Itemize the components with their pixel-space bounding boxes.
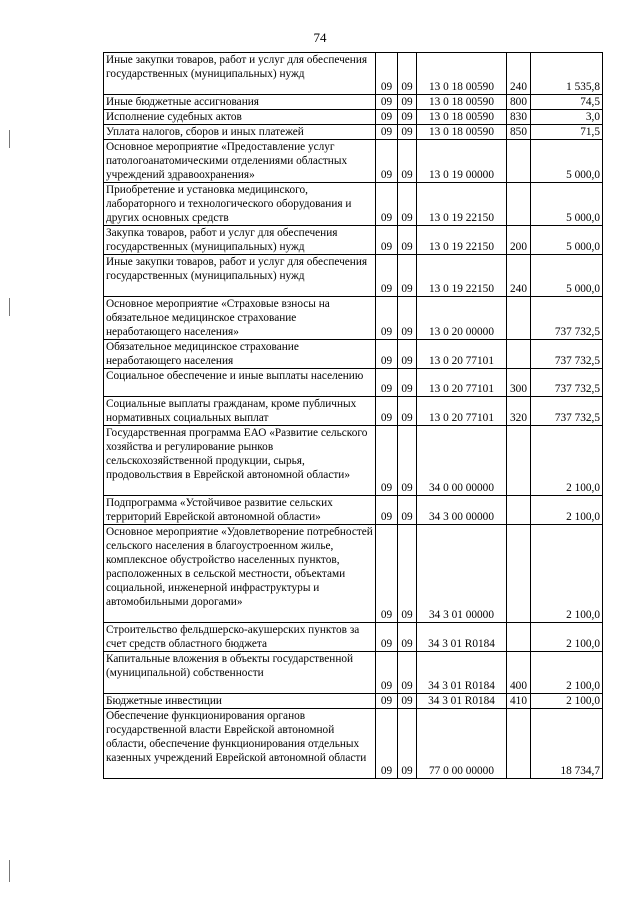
subsection-code: 09 [401,609,413,621]
target-article-code: 34 3 01 00000 [429,609,494,621]
expense-type-code-cell [507,255,531,297]
target-article-code-cell [417,369,507,397]
subsection-code: 09 [401,412,413,424]
item-name-cell [104,53,376,95]
subsection-code-cell [398,183,417,226]
subsection-code-cell [398,623,417,652]
subsection-code: 09 [401,680,413,692]
expense-type-code-cell [507,340,531,369]
section-code-cell [376,53,398,95]
section-code: 09 [380,680,393,692]
expense-type-code-cell [507,397,531,426]
section-code-cell [376,110,398,125]
subsection-code: 09 [401,765,413,777]
target-article-code: 13 0 18 00590 [429,81,494,93]
target-article-code-cell [417,426,507,496]
table-row [104,525,603,623]
section-code: 09 [380,81,393,93]
table-body [104,53,603,779]
subsection-code-cell [398,140,417,183]
amount-cell [531,694,603,709]
subsection-code: 09 [401,511,413,523]
section-code-cell [376,183,398,226]
subsection-code: 09 [401,482,413,494]
section-code-cell [376,652,398,694]
table-row [104,53,603,95]
amount: 3,0 [585,111,600,123]
amount-cell [531,140,603,183]
amount-cell [531,297,603,340]
target-article-code-cell [417,694,507,709]
subsection-code-cell [398,525,417,623]
subsection-code-cell [398,369,417,397]
target-article-code: 34 3 01 R0184 [428,638,495,650]
item-name-cell [104,369,376,397]
table-row [104,426,603,496]
expense-type-code-cell [507,125,531,140]
margin-mark [9,298,10,316]
expense-type-code-cell [507,369,531,397]
target-article-code-cell [417,397,507,426]
section-code-cell [376,623,398,652]
amount-cell [531,652,603,694]
amount-cell [531,369,603,397]
amount-cell [531,110,603,125]
amount: 737 732,5 [554,383,600,395]
amount: 5 000,0 [566,283,600,295]
expense-type-code-cell [507,226,531,255]
section-code-cell [376,397,398,426]
amount: 737 732,5 [554,326,600,338]
expense-type-code-cell [507,53,531,95]
item-name: Социальные выплаты гражданам, кроме публичных нормативных социальных выплат [106,398,357,424]
expense-type-code: 830 [510,111,527,123]
expense-type-code: 240 [510,283,527,295]
item-name-cell [104,694,376,709]
expense-type-code-cell [507,652,531,694]
section-code: 09 [380,111,393,123]
subsection-code: 09 [401,326,413,338]
target-article-code: 13 0 18 00590 [429,126,494,138]
amount-cell [531,397,603,426]
item-name-cell [104,525,376,623]
section-code: 09 [380,482,393,494]
section-code: 09 [380,241,393,253]
subsection-code: 09 [401,695,413,707]
section-code-cell [376,95,398,110]
amount-cell [531,183,603,226]
subsection-code: 09 [401,81,413,93]
amount: 737 732,5 [554,355,600,367]
table-row [104,297,603,340]
target-article-code: 34 3 01 R0184 [428,695,495,707]
subsection-code: 09 [401,212,413,224]
table-row [104,496,603,525]
section-code: 09 [380,96,393,108]
amount-cell [531,226,603,255]
subsection-code-cell [398,297,417,340]
target-article-code-cell [417,183,507,226]
table-row [104,397,603,426]
expense-type-code: 850 [510,126,527,138]
expense-type-code: 320 [510,412,527,424]
item-name-cell [104,397,376,426]
subsection-code: 09 [401,169,413,181]
subsection-code: 09 [401,96,413,108]
amount: 2 100,0 [566,638,600,650]
section-code: 09 [380,126,393,138]
section-code-cell [376,226,398,255]
item-name: Уплата налогов, сборов и иных платежей [106,126,304,138]
subsection-code-cell [398,110,417,125]
subsection-code-cell [398,340,417,369]
subsection-code-cell [398,125,417,140]
amount: 5 000,0 [566,241,600,253]
item-name-cell [104,140,376,183]
target-article-code: 13 0 19 22150 [429,241,494,253]
item-name-cell [104,496,376,525]
expense-type-code: 800 [510,96,527,108]
section-code-cell [376,297,398,340]
item-name-cell [104,125,376,140]
target-article-code: 13 0 18 00590 [429,111,494,123]
subsection-code-cell [398,95,417,110]
amount: 18 734,7 [560,765,600,777]
expense-type-code-cell [507,110,531,125]
section-code: 09 [380,169,393,181]
item-name: Обеспечение функционирования органов государственной власти Еврейской автономной области, обеспечение функционирования отдельных казенных учреждений Еврейской автономной области [106,710,367,764]
expense-type-code-cell [507,525,531,623]
section-code: 09 [380,326,393,338]
item-name: Капитальные вложения в объекты государственной (муниципальной) собственности [106,653,354,679]
item-name: Государственная программа ЕАО «Развитие сельского хозяйства и регулирование рынков сельскохозяйственной продукции, сырья, продовольствия в Еврейской автономной области» [106,427,368,481]
subsection-code-cell [398,426,417,496]
item-name: Бюджетные инвестиции [106,695,222,707]
amount: 1 535,8 [566,81,600,93]
section-code-cell [376,369,398,397]
expense-type-code-cell [507,426,531,496]
subsection-code: 09 [401,638,413,650]
table-row [104,623,603,652]
amount-cell [531,53,603,95]
target-article-code: 13 0 18 00590 [429,96,494,108]
expense-type-code-cell [507,140,531,183]
subsection-code-cell [398,255,417,297]
table-row [104,95,603,110]
expense-type-code-cell [507,95,531,110]
target-article-code-cell [417,623,507,652]
amount: 737 732,5 [554,412,600,424]
item-name: Основное мероприятие «Предоставление услуг патологоанатомическими отделениями областных учреждений здравоохранения» [106,141,348,181]
section-code-cell [376,340,398,369]
section-code: 09 [380,695,393,707]
amount: 74,5 [580,96,600,108]
item-name: Закупка товаров, работ и услуг для обеспечения государственных (муниципальных) нужд [106,227,338,253]
target-article-code: 77 0 00 00000 [429,765,494,777]
table-row [104,652,603,694]
target-article-code: 13 0 20 77101 [429,412,494,424]
item-name: Иные закупки товаров, работ и услуг для обеспечения государственных (муниципальных) нужд [106,256,368,282]
subsection-code: 09 [401,126,413,138]
section-code: 09 [380,383,393,395]
amount-cell [531,426,603,496]
expense-type-code-cell [507,183,531,226]
table-row [104,255,603,297]
margin-mark [9,130,10,148]
section-code: 09 [380,511,393,523]
item-name-cell [104,255,376,297]
subsection-code-cell [398,53,417,95]
table-row [104,709,603,779]
expense-type-code: 410 [510,695,527,707]
item-name: Основное мероприятие «Удовлетворение потребностей сельского населения в благоустроенном жилье, комплексное обустройство населенных пунктов, расположенных в сельской местности, объектами социальной, инженерной инфраструктуры и автомобильными дорогами» [106,526,373,608]
section-code-cell [376,125,398,140]
item-name-cell [104,652,376,694]
section-code: 09 [380,638,393,650]
item-name-cell [104,426,376,496]
item-name-cell [104,623,376,652]
target-article-code-cell [417,297,507,340]
amount-cell [531,340,603,369]
item-name: Строительство фельдшерско-акушерских пунктов за счет средств областного бюджета [106,624,360,650]
target-article-code-cell [417,340,507,369]
target-article-code: 13 0 19 00000 [429,169,494,181]
subsection-code: 09 [401,241,413,253]
item-name: Подпрограмма «Устойчивое развитие сельских территорий Еврейской автономной области» [106,497,333,523]
subsection-code: 09 [401,383,413,395]
target-article-code: 34 3 00 00000 [429,511,494,523]
expense-type-code: 200 [510,241,527,253]
section-code: 09 [380,765,393,777]
amount-cell [531,525,603,623]
table-row [104,694,603,709]
item-name-cell [104,110,376,125]
item-name-cell [104,709,376,779]
amount: 71,5 [580,126,600,138]
amount-cell [531,255,603,297]
table-row [104,140,603,183]
target-article-code-cell [417,496,507,525]
target-article-code: 13 0 20 77101 [429,355,494,367]
target-article-code-cell [417,255,507,297]
section-code-cell [376,709,398,779]
expense-type-code-cell [507,496,531,525]
table-row [104,369,603,397]
target-article-code-cell [417,125,507,140]
margin-mark [9,860,10,882]
item-name: Исполнение судебных актов [106,111,242,123]
target-article-code-cell [417,525,507,623]
subsection-code-cell [398,496,417,525]
table-row [104,340,603,369]
section-code: 09 [380,283,393,295]
amount-cell [531,496,603,525]
section-code: 09 [380,412,393,424]
table-row [104,125,603,140]
section-code: 09 [380,355,393,367]
target-article-code: 13 0 19 22150 [429,283,494,295]
section-code-cell [376,694,398,709]
amount: 2 100,0 [566,695,600,707]
target-article-code-cell [417,140,507,183]
subsection-code: 09 [401,111,413,123]
subsection-code-cell [398,226,417,255]
target-article-code-cell [417,652,507,694]
target-article-code-cell [417,53,507,95]
target-article-code: 13 0 19 22150 [429,212,494,224]
expense-type-code-cell [507,297,531,340]
item-name-cell [104,95,376,110]
item-name: Иные закупки товаров, работ и услуг для обеспечения государственных (муниципальных) нужд [106,54,368,80]
item-name: Основное мероприятие «Страховые взносы на обязательное медицинское страхование неработающего населения» [106,298,330,338]
subsection-code: 09 [401,355,413,367]
item-name: Обязательное медицинское страхование неработающего населения [106,341,299,367]
expense-type-code: 300 [510,383,527,395]
expense-type-code-cell [507,623,531,652]
amount: 2 100,0 [566,680,600,692]
item-name: Иные бюджетные ассигнования [106,96,259,108]
amount-cell [531,95,603,110]
subsection-code-cell [398,652,417,694]
section-code-cell [376,496,398,525]
subsection-code: 09 [401,283,413,295]
page-number: 74 [313,30,327,45]
target-article-code: 13 0 20 00000 [429,326,494,338]
expense-type-code: 240 [510,81,527,93]
target-article-code-cell [417,226,507,255]
section-code-cell [376,255,398,297]
amount: 2 100,0 [566,511,600,523]
section-code: 09 [380,212,393,224]
item-name-cell [104,226,376,255]
amount: 2 100,0 [566,609,600,621]
target-article-code-cell [417,709,507,779]
subsection-code-cell [398,709,417,779]
expense-type-code-cell [507,709,531,779]
item-name-cell [104,183,376,226]
target-article-code-cell [417,95,507,110]
table-row [104,226,603,255]
section-code-cell [376,525,398,623]
amount: 2 100,0 [566,482,600,494]
item-name: Приобретение и установка медицинского, лабораторного и технологического оборудования и других основных средств [106,184,352,224]
amount-cell [531,709,603,779]
item-name-cell [104,297,376,340]
section-code-cell [376,140,398,183]
table-row [104,183,603,226]
subsection-code-cell [398,397,417,426]
budget-table [103,52,603,779]
amount: 5 000,0 [566,169,600,181]
amount-cell [531,125,603,140]
section-code: 09 [380,609,393,621]
expense-type-code-cell [507,694,531,709]
target-article-code-cell [417,110,507,125]
target-article-code: 13 0 20 77101 [429,383,494,395]
item-name-cell [104,340,376,369]
table-row [104,110,603,125]
target-article-code: 34 3 01 R0184 [428,680,495,692]
amount: 5 000,0 [566,212,600,224]
section-code-cell [376,426,398,496]
item-name: Социальное обеспечение и иные выплаты населению [106,370,364,382]
amount-cell [531,623,603,652]
subsection-code-cell [398,694,417,709]
expense-type-code: 400 [510,680,527,692]
target-article-code: 34 0 00 00000 [429,482,494,494]
